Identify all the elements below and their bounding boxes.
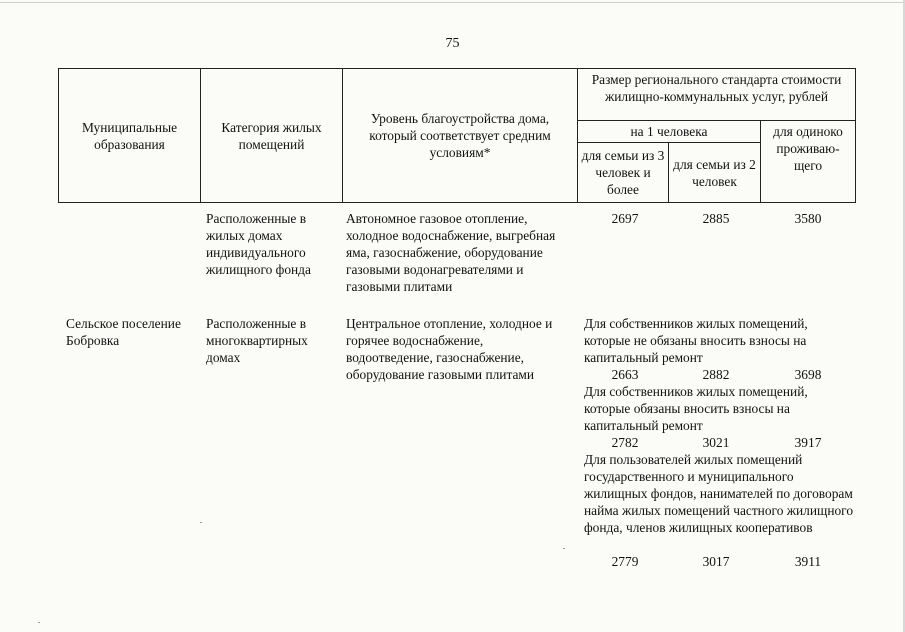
row1-value-family2: 2885 — [702, 211, 730, 226]
row2-group3-single: 3911 — [794, 554, 822, 569]
row1-level: Автономное газовое отопление, холодное водоснабжение, выгребная яма, газоснабжение, оборудование газовыми водонагревателями и газовыми плитами — [346, 211, 556, 294]
header-level: Уровень благоустройства дома, который соответствует средним условиям* — [343, 69, 578, 203]
row2-level: Центральное отопление, холодное и горячее водоснабжение, водоотведение, газоснабжение, оборудование газовыми плитами — [346, 316, 553, 382]
page-number: 75 — [445, 36, 460, 51]
row2-group1-family3: 2663 — [611, 367, 639, 382]
header-standard-title: Размер регионального стандарта стоимости жилищно-коммунальных услуг, рублей — [578, 69, 856, 121]
row2-group2-single: 3917 — [794, 435, 822, 450]
scan-speck — [563, 548, 565, 549]
header-category: Категория жилых помещений — [201, 69, 343, 203]
row2-group3-family2: 3017 — [702, 554, 730, 569]
header-per-person: на 1 человека — [578, 121, 761, 143]
row2-group1-family2: 2882 — [702, 367, 730, 382]
scan-top-edge — [0, 2, 905, 3]
row2-group2-family2: 3021 — [702, 435, 730, 450]
row1-value-family3: 2697 — [611, 211, 639, 226]
row1-value-single: 3580 — [794, 211, 822, 226]
municipality-name: Сельское поселение Бобровка — [66, 316, 181, 348]
row2-group2-note: Для собственников жилых помещений, которые обязаны вносить взносы на капитальный ремонт — [584, 384, 808, 433]
table-header — [58, 68, 856, 203]
header-single: для одиноко проживаю-щего — [761, 121, 856, 203]
header-family3: для семьи из 3 человек и более — [578, 143, 669, 203]
row2-group1-single: 3698 — [794, 367, 822, 382]
header-municipality: Муниципальные образования — [59, 69, 201, 203]
row2-group3-note: Для пользователей жилых помещений государственного и муниципального жилищных фондов, нанимателей по договорам найма жилых помещений частного жилищного фонда, членов жилищных кооперативов — [584, 452, 854, 535]
row2-category: Расположенные в многоквартирных домах — [206, 316, 308, 365]
row2-group2-family3: 2782 — [611, 435, 639, 450]
row2-group3-family3: 2779 — [611, 554, 639, 569]
scan-speck — [200, 522, 202, 523]
row1-category: Расположенные в жилых домах индивидуального жилищного фонда — [206, 211, 311, 277]
scan-speck — [38, 622, 40, 623]
row2-group1-note: Для собственников жилых помещений, которые не обязаны вносить взносы на капитальный ремонт — [584, 316, 808, 365]
header-family2: для семьи из 2 человек — [669, 143, 761, 203]
